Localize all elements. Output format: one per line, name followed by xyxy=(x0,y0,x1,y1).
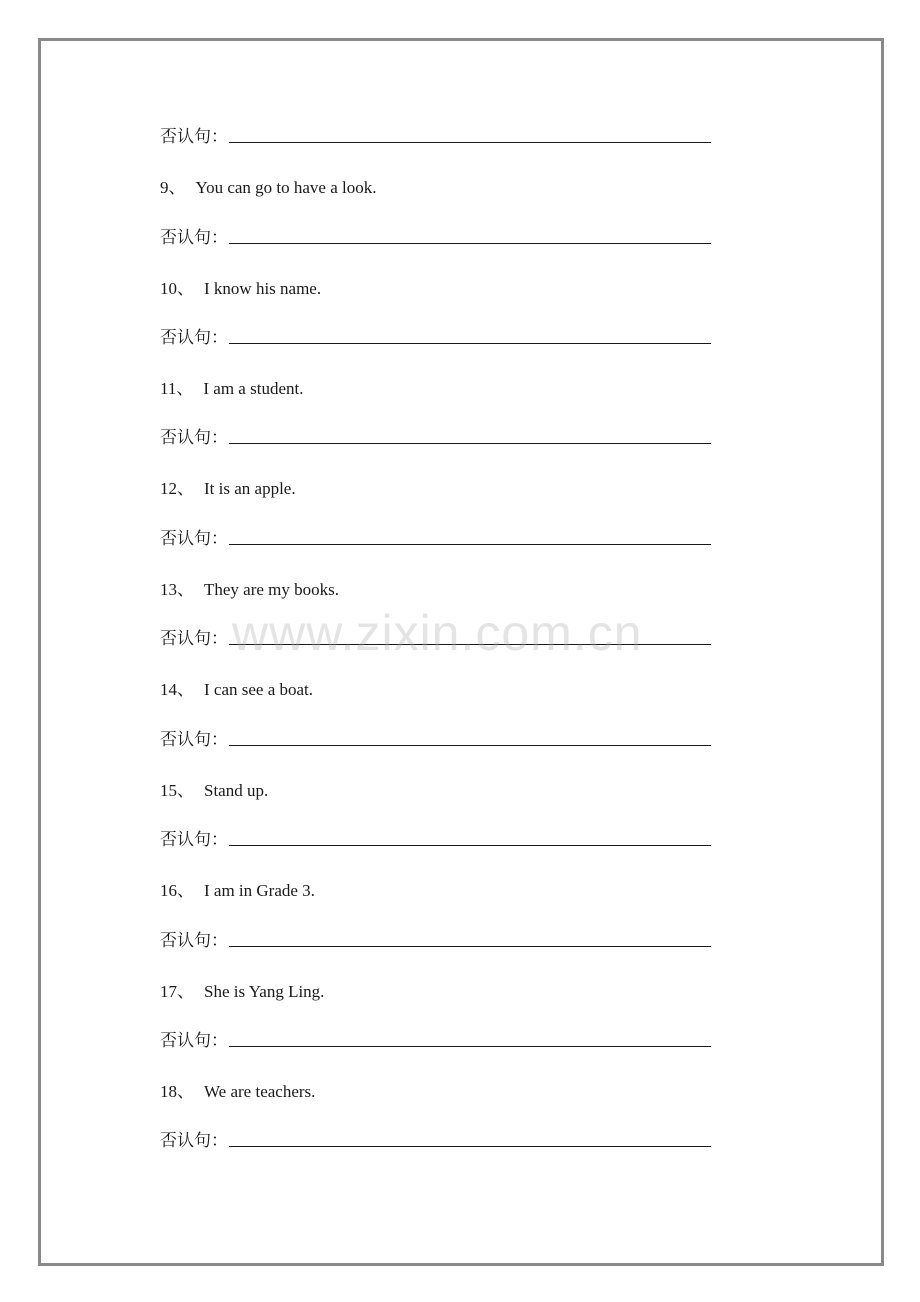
answer-row-9 xyxy=(160,226,711,250)
answer-blank[interactable] xyxy=(229,933,711,947)
question-text: We are teachers. xyxy=(204,1082,316,1101)
answer-blank[interactable] xyxy=(229,531,711,545)
question-number: 9、 xyxy=(160,178,186,197)
answer-row-12 xyxy=(160,527,711,551)
answer-row-17 xyxy=(160,1029,711,1053)
question-number: 13、 xyxy=(160,580,194,599)
answer-label: 否认句： xyxy=(160,127,228,146)
question-number: 14、 xyxy=(160,680,194,699)
answer-label: 否认句： xyxy=(160,629,228,648)
answer-blank[interactable] xyxy=(229,430,711,444)
question-number: 12、 xyxy=(160,479,194,498)
question-text: I am a student. xyxy=(203,379,304,398)
answer-label: 否认句： xyxy=(160,529,228,548)
answer-blank[interactable] xyxy=(229,1033,711,1047)
answer-blank[interactable] xyxy=(229,330,711,344)
answer-row-14 xyxy=(160,728,711,752)
question-row-11 xyxy=(160,377,303,401)
question-text: I am in Grade 3. xyxy=(204,881,315,900)
answer-label: 否认句： xyxy=(160,830,228,849)
question-row-14 xyxy=(160,678,313,702)
answer-label: 否认句： xyxy=(160,328,228,347)
question-number: 11、 xyxy=(160,379,194,398)
question-row-17 xyxy=(160,980,324,1004)
answer-blank[interactable] xyxy=(229,732,711,746)
answer-blank[interactable] xyxy=(229,1133,711,1147)
answer-label: 否认句： xyxy=(160,228,228,247)
question-text: She is Yang Ling. xyxy=(204,982,325,1001)
question-row-15 xyxy=(160,779,268,803)
answer-label: 否认句： xyxy=(160,1131,228,1150)
question-number: 10、 xyxy=(160,279,194,298)
question-row-13 xyxy=(160,578,339,602)
answer-row-10 xyxy=(160,326,711,350)
question-text: Stand up. xyxy=(204,781,269,800)
answer-row-16 xyxy=(160,929,711,953)
question-text: They are my books. xyxy=(204,580,340,599)
answer-label: 否认句： xyxy=(160,931,228,950)
answer-blank[interactable] xyxy=(229,832,711,846)
question-text: I know his name. xyxy=(204,279,322,298)
answer-blank[interactable] xyxy=(229,230,711,244)
question-number: 16、 xyxy=(160,881,194,900)
answer-row-11 xyxy=(160,426,711,450)
answer-row-15 xyxy=(160,828,711,852)
question-number: 18、 xyxy=(160,1082,194,1101)
question-number: 15、 xyxy=(160,781,194,800)
question-row-16 xyxy=(160,879,315,903)
question-row-10 xyxy=(160,277,321,301)
question-text: It is an apple. xyxy=(204,479,296,498)
answer-label: 否认句： xyxy=(160,428,228,447)
answer-blank[interactable] xyxy=(229,129,711,143)
question-text: You can go to have a look. xyxy=(195,178,377,197)
question-number: 17、 xyxy=(160,982,194,1001)
watermark: www.zixin.com.cn xyxy=(232,605,643,661)
answer-row-18 xyxy=(160,1129,711,1153)
answer-label: 否认句： xyxy=(160,730,228,749)
question-row-18 xyxy=(160,1080,315,1104)
answer-label: 否认句： xyxy=(160,1031,228,1050)
question-text: I can see a boat. xyxy=(204,680,314,699)
question-row-9 xyxy=(160,176,377,200)
question-row-12 xyxy=(160,477,296,501)
answer-row-8 xyxy=(160,125,711,149)
